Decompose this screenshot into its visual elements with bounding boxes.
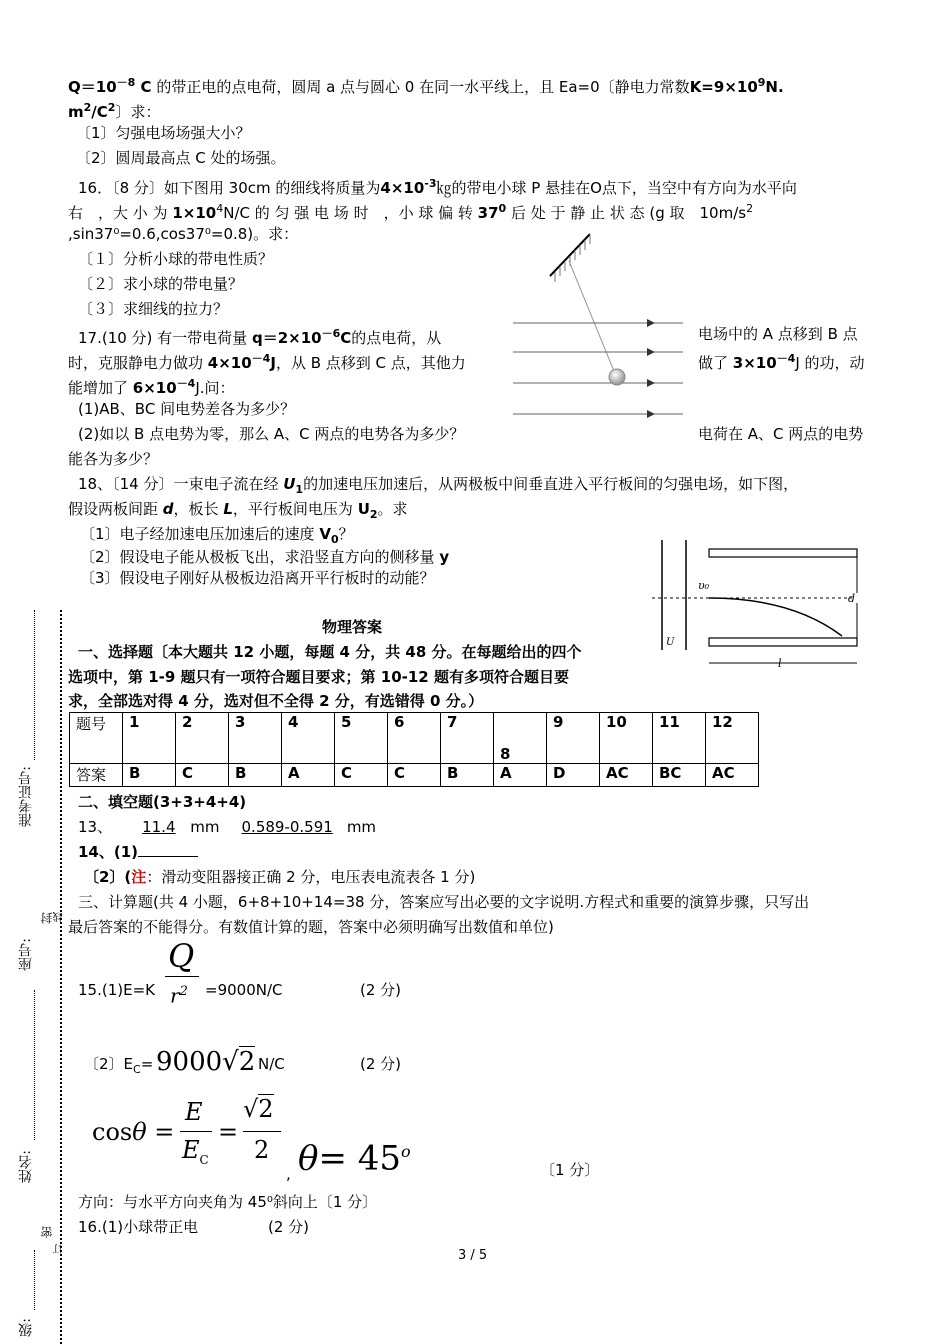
- table-answer-label: 答案: [70, 764, 123, 787]
- answer-15-2-points: (2 分): [360, 1055, 402, 1073]
- pendulum-string: [569, 261, 616, 376]
- choice-answer: B: [441, 764, 494, 787]
- label-exam-number: 准考证号:: [18, 766, 34, 827]
- choice-answer: AC: [600, 764, 653, 787]
- comma: ,: [286, 1165, 291, 1183]
- theta-45: $\theta= 45^o$: [298, 1138, 411, 1179]
- answer-15-1-result: =9000N/C: [205, 981, 283, 999]
- answer-16-1-points: (2 分): [268, 1218, 310, 1236]
- answer-16-1: 16.(1)小球带正电: [78, 1218, 199, 1236]
- sec1-line1: 一、选择题〔本大题共 12 小题，每题 4 分，共 48 分。在每题给出的四个: [78, 643, 582, 661]
- table-header-cell: 题号: [70, 713, 123, 764]
- ceiling-hatch: [555, 234, 590, 282]
- table-row-answers: [70, 764, 759, 787]
- question-number: 1: [123, 713, 176, 764]
- binding-dotted-line: [60, 610, 62, 1344]
- q16-line1: 16．〔8 分〕如下图用 30cm 的细线将质量为$4\times 10^{-3}㎏$的带电小球 P 悬挂在Ο点下，当空中有方向为水平向: [78, 177, 797, 197]
- choice-answer: B: [229, 764, 282, 787]
- choice-answer: BC: [653, 764, 706, 787]
- field-arrows: [647, 319, 655, 418]
- q17-line1-right: 电场中的 A 点移到 B 点: [698, 325, 858, 343]
- q17-sub2: (2)如以 B 点电势为零，那么 A、C 两点的电势各为多少？: [78, 425, 465, 443]
- deflection-figure: [652, 535, 874, 675]
- question-number: 10: [600, 713, 653, 764]
- answer-title: 物理答案: [322, 618, 383, 636]
- q16-sub3: 〔３〕求细线的拉力？: [78, 300, 229, 318]
- sec2-heading: 二、填空题(3+3+4+4): [78, 793, 247, 811]
- label-xian: 线: [54, 912, 65, 922]
- u-label: U: [666, 637, 675, 648]
- answer-table: [69, 712, 759, 787]
- choice-answer: C: [335, 764, 388, 787]
- answer-15-2-unit: N/C: [258, 1055, 285, 1073]
- fraction-bar-2: [180, 1131, 212, 1132]
- q16-line3: ,sin37⁰=0.6,cos37⁰=0.8)。求：: [68, 225, 299, 243]
- question-number: 8: [494, 713, 547, 764]
- label-seat-number: 座号:: [18, 938, 34, 971]
- question-number: 3: [229, 713, 282, 764]
- v0-label: υ₀: [698, 579, 710, 592]
- choice-answer: A: [282, 764, 335, 787]
- q17-line2-right: 做了 $3\times 10^{-4}J$ 的功，动: [698, 352, 865, 372]
- answer-15-3-points: 〔1 分〕: [540, 1161, 600, 1179]
- fraction-denominator: $r^2$: [170, 983, 188, 1008]
- label-class: 级:: [18, 1318, 34, 1337]
- q17-sub2-right: 电荷在 A、C 两点的电势: [698, 425, 864, 443]
- page-number: 3 / 5: [458, 1248, 488, 1263]
- frac-2: 2: [254, 1136, 270, 1164]
- answer-15-2: 〔2〕$E_C=$: [84, 1055, 154, 1076]
- question-number: 11: [653, 713, 706, 764]
- table-row-numbers: [70, 713, 759, 764]
- q17-line2: 时，克服静电力做功 $4\times 10^{-4}J$，从 B 点移到 C 点，其他力: [68, 352, 466, 372]
- lower-plate: [709, 638, 857, 646]
- fraction-bar: [165, 976, 199, 977]
- q18-sub2: 〔2〕假设电子能从极板飞出，求沿竖直方向的侧移量 y: [80, 548, 450, 566]
- question-number: 4: [282, 713, 335, 764]
- electron-path: [709, 598, 842, 636]
- d-label: d: [848, 592, 856, 605]
- upper-plate: [709, 549, 857, 557]
- choice-answer: A: [494, 764, 547, 787]
- cos-theta: cosθ =: [92, 1118, 175, 1146]
- question-number: 7: [441, 713, 494, 764]
- q15-sub1: 〔1〕匀强电场场强大小？: [76, 124, 251, 142]
- answer-15-2-value: 9000√2: [156, 1047, 256, 1077]
- question-number: 6: [388, 713, 441, 764]
- label-name: 姓名:: [18, 1150, 34, 1183]
- sec1-line3: 求，全部选对得 4 分，选对但不全得 2 分，有选错得 0 分。）: [68, 692, 484, 710]
- answer-14-1: 14、(1): [78, 842, 198, 862]
- answer-15-direction: 方向：与水平方向夹角为 45⁰斜向上〔1 分〕: [78, 1193, 378, 1211]
- choice-answer: B: [123, 764, 176, 787]
- pendulum-figure: [505, 228, 695, 423]
- charged-ball: [609, 369, 625, 385]
- fraction-numerator: Q: [168, 937, 195, 975]
- q17-line3: 能增加了 $6\times 10^{-4}J$.问：: [68, 377, 235, 397]
- equals: =: [218, 1118, 239, 1146]
- answer-13: 13、 11.4 mm 0.589-0.591 mm: [78, 818, 377, 836]
- q15-line1: $Q=10^{-8}$ C 的带正电的点电荷，圆周 a 点与圆心 0 在同一水平线上，且 Ea=0〔静电力常数$K=9\times 10^9N$.: [68, 76, 784, 96]
- choice-answer: AC: [706, 764, 759, 787]
- sec1-line2: 选项中，第 1-9 题只有一项符合题目要求；第 10-12 题有多项符合题目要: [68, 668, 569, 686]
- question-number: 5: [335, 713, 388, 764]
- question-number: 12: [706, 713, 759, 764]
- label-mi: 密: [40, 1226, 54, 1238]
- q17-sub1: (1)AB、BC 间电势差各为多少？: [78, 400, 296, 418]
- frac-E: E: [185, 1098, 203, 1126]
- question-number: 2: [176, 713, 229, 764]
- q17-line1: 17.(10 分) 有一带电荷量 $q=2\times 10^{-6}C$的点电荷，从: [78, 327, 442, 347]
- label-ding: 订: [54, 1244, 65, 1254]
- question-number: 9: [547, 713, 600, 764]
- q18-sub3: 〔3〕假设电子刚好从极板边沿离开平行板时的动能？: [80, 569, 435, 587]
- field-lines: [513, 323, 683, 414]
- sec3-line2: 最后答案的不能得分。有数值计算的题，答案中必须明确写出数值和单位): [68, 918, 554, 936]
- choice-answer: D: [547, 764, 600, 787]
- answer-14-2: 〔2〕(注：滑动变阻器接正确 2 分，电压表电流表各 1 分): [84, 868, 476, 886]
- q18-sub1: 〔1〕电子经加速电压加速后的速度 $V_0$？: [80, 525, 354, 546]
- frac-sqrt2: √2: [243, 1095, 274, 1123]
- q16-sub2: 〔２〕求小球的带电量？: [78, 275, 244, 293]
- label-feng: 封: [40, 912, 54, 924]
- binding-blank-2: [34, 990, 35, 1140]
- frac-EC: $E_C$: [182, 1136, 209, 1167]
- q16-sub1: 〔１〕分析小球的带电性质？: [78, 250, 274, 268]
- q15-line2: $m^2/C^2$〕求：: [68, 101, 161, 121]
- binding-blank-3: [34, 1250, 35, 1310]
- choice-answer: C: [388, 764, 441, 787]
- fraction-bar-3: [243, 1131, 281, 1132]
- choice-answer: C: [176, 764, 229, 787]
- binding-blank-1: [34, 610, 35, 760]
- ceiling-line: [550, 234, 590, 276]
- q15-sub2: 〔2〕圆周最高点 C 处的场强。: [76, 149, 286, 167]
- q18-line1: 18、〔14 分〕一束电子流在经 $U_1$的加速电压加速后，从两极板中间垂直进入平行板间的匀强电场，如下图，: [78, 475, 799, 496]
- l-label: l: [778, 657, 782, 670]
- q18-line2: 假设两板间距 d，板长 L，平行板间电压为 $U_2$。求: [68, 500, 408, 521]
- answer-15-1: 15.(1)E=K: [78, 981, 155, 999]
- q17-sub3: 能各为多少？: [68, 450, 159, 468]
- q16-line2: 右 ，大 小 为 $1\times 10^4N/C$ 的 匀 强 电 场 时 ，小 球 偏 转 $37^0$ 后 处 于 静 止 状 态 (g 取 $10m/s^2$: [68, 202, 754, 222]
- answer-15-1-points: (2 分): [360, 981, 402, 999]
- sec3-line1: 三、计算题(共 4 小题，6+8+10+14=38 分，答案应写出必要的文字说明.方程式和重要的演算步骤，只写出: [78, 893, 810, 911]
